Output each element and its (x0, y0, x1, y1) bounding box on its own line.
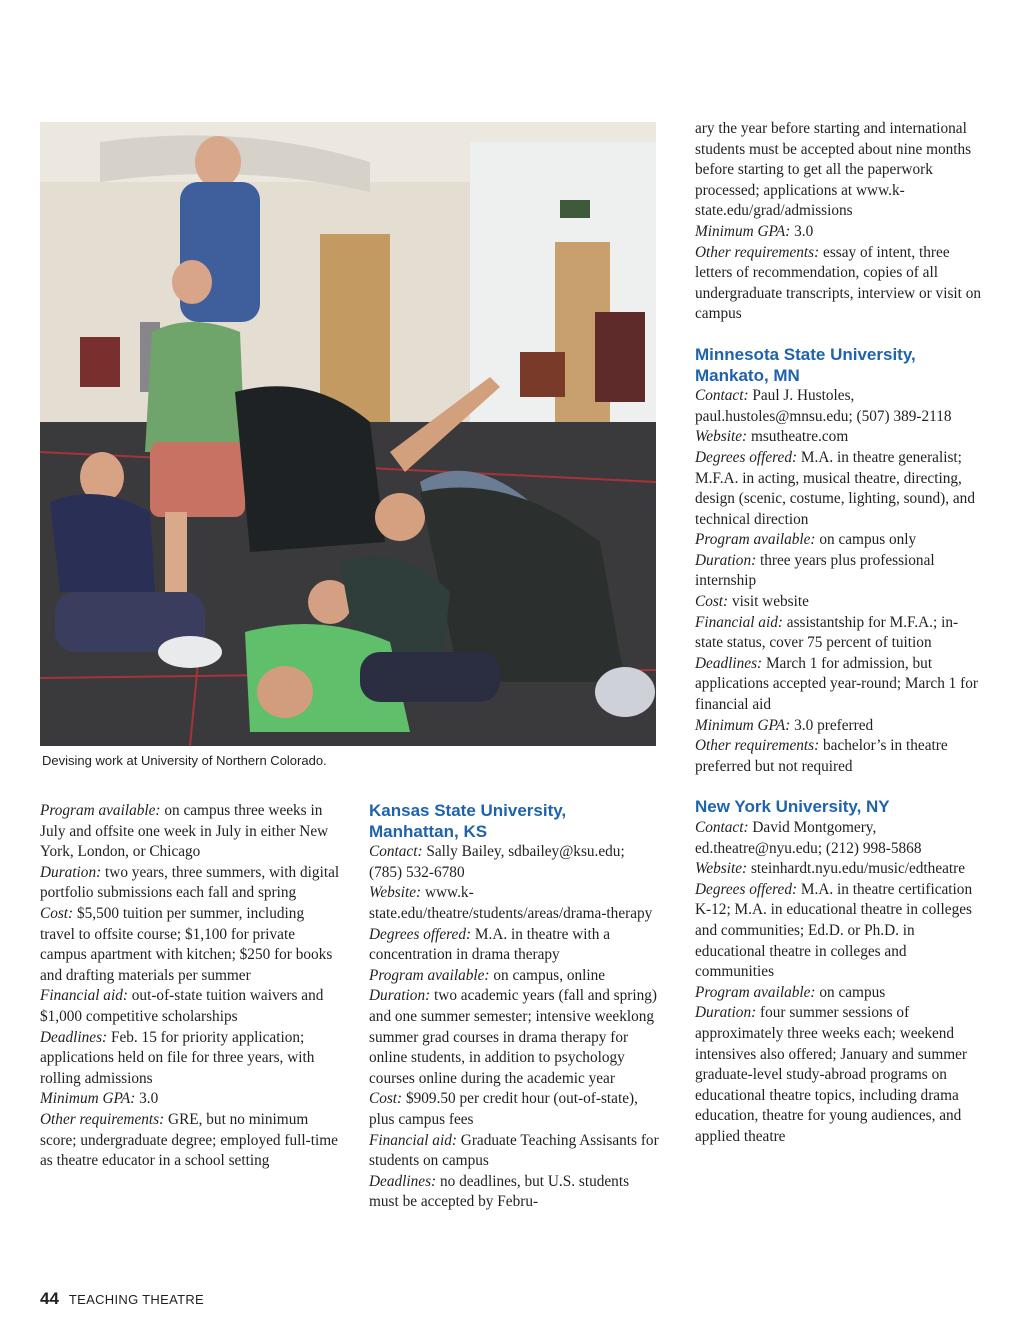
entry-line (695, 448, 985, 530)
entry-line (369, 1131, 659, 1172)
field-value: out-of-state tuition waivers and $1,000 competitive scholarships (40, 987, 324, 1025)
entry-line (695, 818, 985, 859)
field-label: Website: (695, 860, 748, 878)
field-label: Deadlines: (369, 1172, 437, 1190)
entry-line (40, 1089, 340, 1110)
field-value: assistantship for M.F.A.; in-state status, cover 75 percent of tuition (695, 613, 959, 652)
field-label: Contact: (369, 843, 423, 861)
section-spacer (695, 777, 985, 797)
entry-line (695, 243, 985, 325)
entry-line (40, 1028, 340, 1090)
field-label: Duration: (369, 987, 431, 1005)
field-value: 3.0 (135, 1090, 159, 1108)
field-label: Financial aid: (695, 613, 783, 631)
field-label: Contact: (695, 387, 749, 405)
entry-line (695, 427, 985, 448)
column-left (40, 801, 340, 1172)
field-value: visit website (728, 593, 809, 611)
field-label: Website: (369, 884, 422, 902)
field-value: three years plus professional internship (695, 551, 935, 590)
school-heading-minnesota: Minnesota State University, Mankato, MN (695, 344, 916, 385)
field-value: 3.0 (790, 222, 814, 240)
field-label: Program available: (40, 802, 161, 819)
entry-line (695, 736, 985, 777)
field-label: Financial aid: (369, 1131, 457, 1149)
entry-line (369, 925, 659, 966)
field-label: Other requirements: (40, 1110, 165, 1128)
field-value: Paul J. Hustoles, paul.hustoles@mnsu.edu; (507) 389-2118 (695, 387, 952, 425)
entry-line (695, 654, 985, 716)
entry-line (369, 1172, 659, 1213)
field-value: steinhardt.nyu.edu/music/edtheatre (747, 860, 966, 878)
school-heading-nyu: New York University, NY (695, 797, 890, 817)
field-value: M.A. in theatre with a concentration in drama therapy (369, 925, 611, 964)
rehearsal-photo (40, 122, 656, 746)
entry-line (369, 1089, 659, 1130)
field-label: Program available: (695, 531, 816, 549)
field-value: M.A. in theatre certification K-12; M.A. in educational theatre in colleges and communities; Ed.D. or Ph.D. in educational theatre in colleges and communities (695, 880, 973, 981)
field-label: Program available: (369, 966, 490, 984)
field-value: Graduate Teaching Assisants for students on campus (369, 1131, 659, 1170)
field-label: Cost: (40, 904, 74, 922)
entry-line (40, 801, 340, 863)
column-right (695, 119, 985, 1148)
field-label: Contact: (695, 819, 749, 836)
field-value: March 1 for admission, but applications accepted year-round; March 1 for financial aid (695, 654, 978, 714)
page-number: 44 (40, 1289, 59, 1308)
field-label: Minimum GPA: (695, 222, 791, 240)
field-value: ary the year before starting and international students must be accepted about nine months before starting to get all the paperwork processed; applications at www.k-state.edu/grad/admissions (695, 120, 972, 220)
field-value: msutheatre.com (747, 428, 849, 446)
field-label: Duration: (40, 863, 102, 881)
field-label: Duration: (695, 1004, 757, 1022)
field-value: M.A. in theatre generalist; M.F.A. in acting, musical theatre, directing, design (scenic, costume, lighting, sound), and technical direction (695, 448, 975, 528)
field-label: Degrees offered: (695, 880, 798, 898)
field-value: Sally Bailey, sdbailey@ksu.edu; (785) 532-6780 (369, 843, 625, 881)
field-label: Deadlines: (40, 1028, 108, 1046)
entry-line (695, 716, 985, 737)
entry-line (369, 842, 659, 883)
field-label: Degrees offered: (695, 448, 798, 466)
field-value: two years, three summers, with digital portfolio submissions each fall and spring (40, 863, 340, 902)
field-value: GRE, but no minimum score; undergraduate degree; employed full-time as theatre educator in a school setting (40, 1110, 338, 1170)
field-label: Cost: (369, 1090, 403, 1108)
field-value: Feb. 15 for priority application; applications held on file for three years, with rolling admissions (40, 1028, 315, 1087)
field-label: Degrees offered: (369, 925, 472, 943)
column-middle (369, 801, 659, 1213)
entry-line (695, 592, 985, 613)
section-spacer (695, 325, 985, 345)
field-value: four summer sessions of approximately three weeks each; weekend intensives also offered; January and summer graduate-level study-abroad programs on educational theatre topics, including drama education, theatre for young audiences, and applied theatre (695, 1004, 968, 1145)
entry-line (695, 119, 985, 222)
entry-line (369, 966, 659, 987)
magazine-name: TEACHING THEATRE (68, 1292, 204, 1307)
entry-line (695, 859, 985, 880)
field-value: www.k-state.edu/theatre/students/areas/drama-therapy (369, 884, 653, 922)
field-value: on campus (815, 983, 886, 1001)
field-value: $5,500 tuition per summer, including travel to offsite course; $1,100 for private campus apartment with kitchen; $250 for books and drafting materials per summer (40, 904, 333, 984)
page-footer (40, 1289, 204, 1309)
field-label: Minimum GPA: (40, 1090, 136, 1108)
entry-line (695, 983, 985, 1004)
field-label: Duration: (695, 551, 757, 569)
field-label: Deadlines: (695, 654, 763, 672)
field-value: no deadlines, but U.S. students must be accepted by Febru- (369, 1172, 630, 1211)
field-label: Other requirements: (695, 243, 820, 261)
field-label: Program available: (695, 983, 816, 1001)
field-value: 3.0 preferred (790, 716, 874, 734)
entry-line (695, 530, 985, 551)
school-heading-kansas: Kansas State University, Manhattan, KS (369, 801, 567, 841)
field-label: Cost: (695, 593, 729, 611)
entry-line (369, 883, 659, 924)
field-label: Other requirements: (695, 737, 820, 755)
entry-line (695, 222, 985, 243)
field-value: $909.50 per credit hour (out-of-state), plus campus fees (369, 1090, 638, 1128)
field-value: essay of intent, three letters of recommendation, copies of all undergraduate transcripts, interview or visit on campus (695, 243, 982, 323)
field-value: on campus, online (489, 966, 606, 984)
field-value: bachelor’s in theatre preferred but not required (695, 737, 948, 775)
entry-line (40, 986, 340, 1027)
field-label: Website: (695, 428, 748, 446)
entry-line (695, 386, 985, 427)
field-value: two academic years (fall and spring) and one summer semester; intensive weeklong summer grad courses in drama therapy for online students, in addition to psychology courses online during the academic year (369, 987, 658, 1087)
field-value: David Montgomery, ed.theatre@nyu.edu; (212) 998-5868 (695, 819, 922, 857)
field-label: Minimum GPA: (695, 716, 791, 734)
entry-line (695, 1003, 985, 1147)
rehearsal-photo-art (40, 122, 656, 746)
entry-line (40, 863, 340, 904)
entry-line (695, 613, 985, 654)
field-label: Financial aid: (40, 987, 128, 1005)
entry-line (369, 986, 659, 1089)
field-value: on campus only (815, 531, 917, 549)
entry-line (40, 1110, 340, 1172)
entry-line (695, 551, 985, 592)
photo-caption: Devising work at University of Northern Colorado. (42, 753, 327, 768)
entry-line (695, 880, 985, 983)
entry-line (40, 904, 340, 986)
field-value: on campus three weeks in July and offsite one week in July in either New York, London, or Chicago (40, 802, 329, 861)
